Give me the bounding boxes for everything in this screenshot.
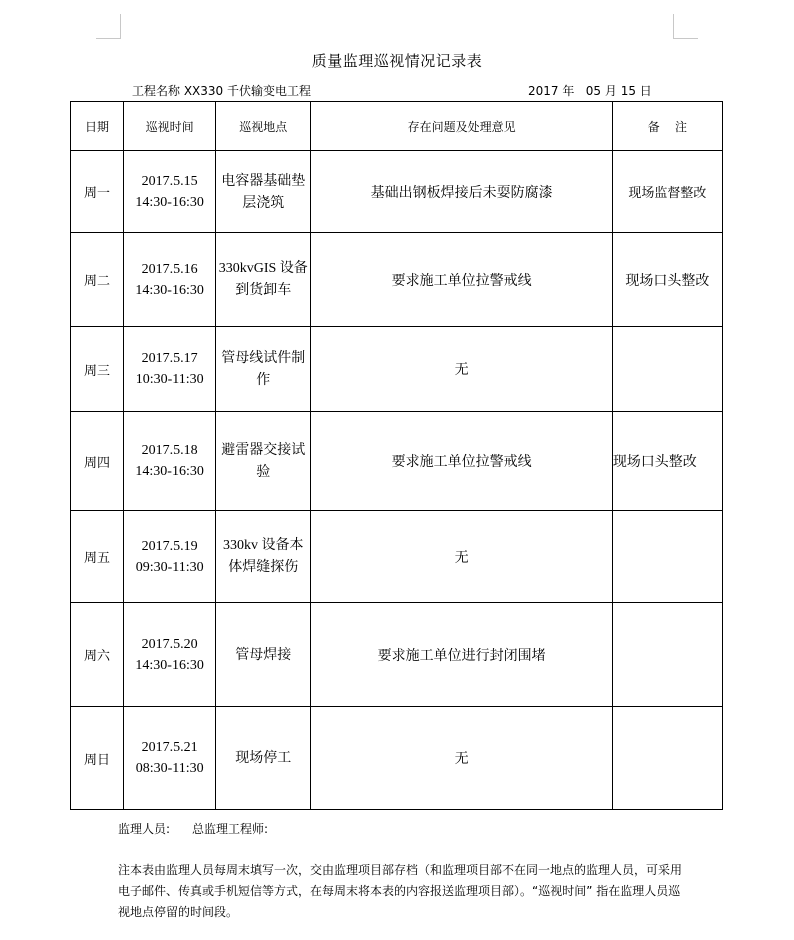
page-corner-mark-top-right — [673, 14, 698, 39]
row-place: 电容器基础垫层浇筑 — [216, 151, 311, 233]
row-date: 2017.5.21 — [141, 740, 198, 755]
row-issue: 无 — [311, 327, 612, 412]
row-issue: 无 — [311, 511, 612, 603]
row-day: 周三 — [71, 327, 124, 412]
record-date: 2017 年 05 月 15 日 — [528, 84, 652, 98]
signature-line — [118, 820, 268, 837]
project-name: 工程名称 XX330 千伏输变电工程 — [132, 84, 311, 98]
row-time — [124, 603, 216, 707]
row-date: 2017.5.18 — [141, 443, 198, 458]
inspection-record-table — [70, 101, 723, 810]
table-row — [71, 511, 723, 603]
row-issue: 要求施工单位拉警戒线 — [311, 412, 612, 511]
document-title: 质量监理巡视情况记录表 — [311, 52, 483, 70]
row-place: 现场停工 — [216, 707, 311, 810]
row-day: 周日 — [71, 707, 124, 810]
row-time-range: 14:30-16:30 — [135, 194, 204, 210]
row-time — [124, 511, 216, 603]
table-row — [71, 412, 723, 511]
row-note — [612, 707, 722, 810]
row-note: 现场监督整改 — [612, 151, 722, 233]
row-date: 2017.5.20 — [141, 636, 198, 652]
row-date: 2017.5.19 — [141, 538, 198, 554]
table-row — [71, 327, 723, 412]
header-time: 巡视时间 — [124, 102, 216, 151]
row-issue: 要求施工单位拉警戒线 — [311, 233, 612, 327]
table-row — [71, 233, 723, 327]
row-place: 避雷器交接试验 — [216, 412, 311, 511]
table-header-row — [71, 102, 723, 151]
row-note: 现场口头整改 — [612, 412, 722, 511]
table-row — [71, 151, 723, 233]
row-issue: 无 — [311, 707, 612, 810]
row-time — [124, 233, 216, 327]
header-issue: 存在问题及处理意见 — [311, 102, 612, 151]
row-day: 周五 — [71, 511, 124, 603]
header-place: 巡视地点 — [216, 102, 311, 151]
row-date: 2017.5.17 — [141, 351, 198, 366]
row-day: 周四 — [71, 412, 124, 511]
row-note — [612, 603, 722, 707]
row-time — [124, 412, 216, 511]
row-time — [124, 327, 216, 412]
row-place: 330kv 设备本体焊缝探伤 — [216, 511, 311, 603]
header-note: 备 注 — [612, 102, 722, 151]
row-time-range: 14:30-16:30 — [135, 464, 204, 479]
footnote: 注本表由监理人员每周末填写一次，交由监理项目部存档（和监理项目部不在同一地点的监理人员，可采用电子邮件、传真或手机短信等方式，在每周末将本表的内容报送监理项目部）。“巡视时间” 指在监理人员巡视地点停留的时间段。 — [118, 863, 683, 919]
row-time-range: 09:30-11:30 — [135, 559, 204, 575]
row-date: 2017.5.16 — [141, 261, 198, 277]
row-day: 周二 — [71, 233, 124, 327]
row-time-range: 10:30-11:30 — [135, 372, 204, 387]
row-note — [612, 327, 722, 412]
table-row — [71, 603, 723, 707]
row-place: 330kvGIS 设备到货卸车 — [216, 233, 311, 327]
page-corner-mark-top-left — [96, 14, 121, 39]
row-time — [124, 707, 216, 810]
row-place: 管母焊接 — [216, 603, 311, 707]
row-note: 现场口头整改 — [612, 233, 722, 327]
inspector-label: 监理人员: — [118, 822, 171, 836]
header-day: 日期 — [71, 102, 124, 151]
row-time-range: 14:30-16:30 — [135, 657, 204, 673]
row-day: 周一 — [71, 151, 124, 233]
row-time — [124, 151, 216, 233]
table-row — [71, 707, 723, 810]
row-issue: 要求施工单位进行封闭围堵 — [311, 603, 612, 707]
row-note — [612, 511, 722, 603]
row-issue: 基础出钢板焊接后未耍防腐漆 — [311, 151, 612, 233]
row-place: 管母线试件制作 — [216, 327, 311, 412]
row-date: 2017.5.15 — [141, 173, 198, 189]
chief-engineer-label: 总监理工程师: — [192, 822, 269, 836]
row-time-range: 08:30-11:30 — [135, 761, 204, 776]
row-time-range: 14:30-16:30 — [135, 282, 204, 298]
row-day: 周六 — [71, 603, 124, 707]
